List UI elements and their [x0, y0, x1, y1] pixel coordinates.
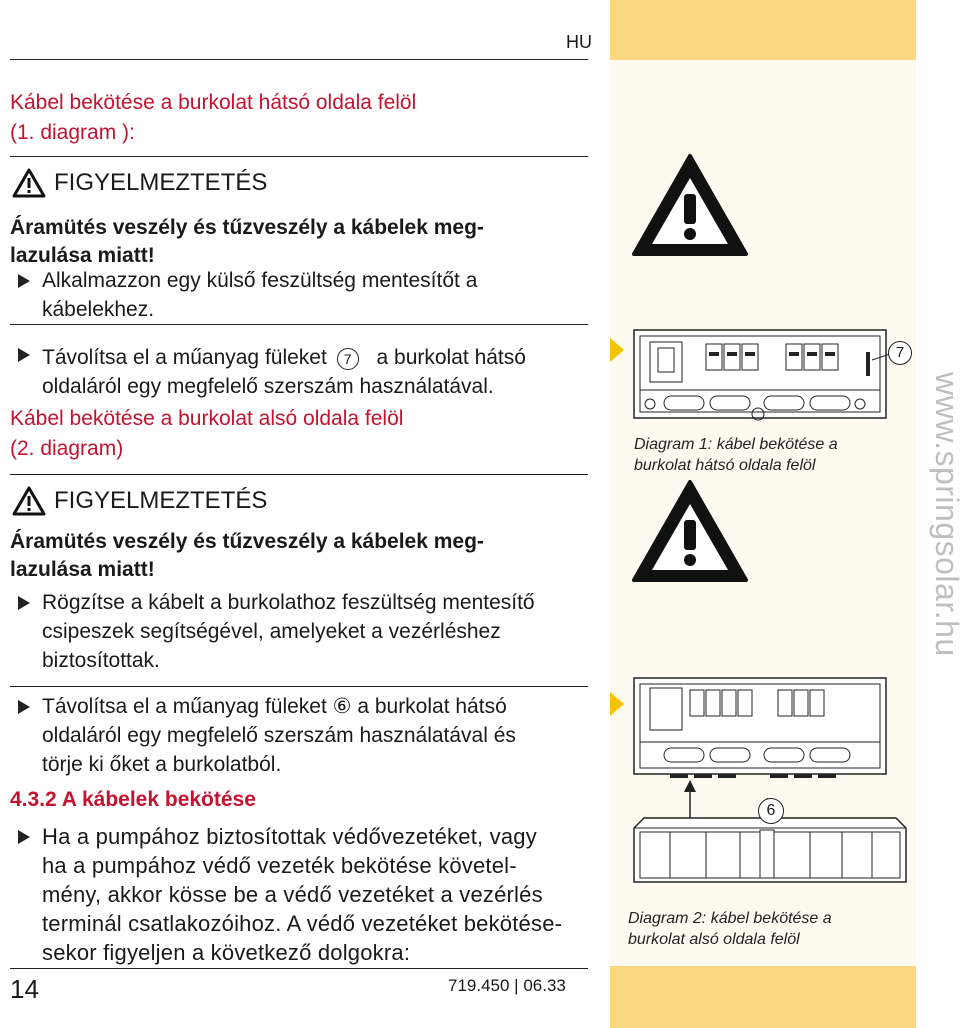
- section2-heading-line2: (2. diagram): [10, 437, 124, 460]
- caption-line: burkolat alsó oldala felöl: [628, 931, 800, 948]
- bullet-text: a burkolat hátsó: [376, 346, 526, 369]
- bullet-text-line: Ha a pumpához biztosítottak védővezetéket, vagy: [42, 824, 537, 849]
- language-code: HU: [566, 32, 592, 52]
- watermark: www.springsolar.hu: [929, 372, 965, 657]
- warning-text-line: Áramütés veszély és tűzveszély a kábelek meg-: [10, 216, 484, 239]
- sidebar-top-band: [610, 0, 916, 60]
- section2-heading-line1: Kábel bekötése a burkolat alsó oldala felöl: [10, 407, 404, 430]
- large-warning-icon: [630, 478, 750, 584]
- section1-heading-line1: Kábel bekötése a burkolat hátsó oldala felöl: [10, 91, 417, 114]
- section3-bullet: [10, 822, 562, 967]
- marker-number: 7: [337, 348, 359, 370]
- section1-bullet2: [10, 340, 526, 401]
- section1-warning-text: [10, 214, 484, 270]
- section1-warning-header: [12, 168, 267, 198]
- section2-bullet2: [10, 692, 516, 779]
- page-number: 14: [10, 974, 39, 1004]
- bullet-text-line: csipeszek segítségével, amelyeket a vezérléshez: [42, 620, 501, 643]
- bullet-text-line: ha a pumpához védő vezeték bekötése követel-: [42, 853, 517, 878]
- footer-rule: [10, 968, 588, 969]
- diagram2-marker: 6: [758, 798, 784, 824]
- diagram1-marker: 7: [888, 341, 912, 365]
- bullet-text-line: oldaláról egy megfelelő szerszám használatával.: [42, 375, 494, 398]
- sidebar-bottom-band: [610, 966, 916, 1028]
- section3-heading: 4.3.2 A kábelek bekötése: [10, 788, 256, 811]
- bullet-text-line: mény, akkor kösse be a védő vezetéket a vezérlés: [42, 882, 543, 907]
- section1-bullet1: [10, 266, 477, 324]
- bullet-text-line: Távolítsa el a műanyag füleket ⑥ a burkolat hátsó: [42, 695, 507, 718]
- section2-rule2: [10, 686, 588, 687]
- warning-text-line: lazulása miatt!: [10, 558, 155, 581]
- warning-icon: [12, 486, 46, 516]
- bullet-text-line: sekor figyeljen a következő dolgokra:: [42, 940, 411, 965]
- section2-warning-header: [12, 486, 267, 516]
- diagram2-caption: [628, 908, 832, 950]
- warning-text-line: Áramütés veszély és tűzveszély a kábelek meg-: [10, 530, 484, 553]
- section1-heading-line2: (1. diagram ):: [10, 121, 135, 144]
- marker-circle: [333, 340, 371, 367]
- bullet-text-line: oldaláról egy megfelelő szerszám használatával és: [42, 724, 516, 747]
- caption-line: Diagram 2: kábel bekötése a: [628, 910, 832, 927]
- diagram1-housing-rear: [610, 318, 916, 430]
- bullet-text-line: Alkalmazzon egy külső feszültség mentesítőt a: [42, 269, 478, 292]
- section2-rule: [10, 474, 588, 475]
- bullet-text-line: biztosítottak.: [42, 649, 160, 672]
- section2-heading: [10, 404, 403, 464]
- section1-rule2: [10, 324, 588, 325]
- bullet-text-line: terminál csatlakozóihoz. A védő vezetéket bekötése-: [42, 911, 563, 936]
- warning-text-line: lazulása miatt!: [10, 244, 155, 267]
- bullet-text: Távolítsa el a műanyag füleket: [42, 346, 327, 369]
- section2-warning-text: [10, 528, 484, 584]
- document-code: 719.450 | 06.33: [448, 976, 566, 995]
- bullet-text-line: törje ki őket a burkolatból.: [42, 753, 282, 776]
- bullet-text-line: kábelekhez.: [42, 298, 155, 321]
- bullet-text-line: [42, 340, 526, 372]
- section2-bullet1: [10, 588, 535, 675]
- diagram1-caption: [634, 434, 838, 476]
- caption-line: Diagram 1: kábel bekötése a: [634, 436, 838, 453]
- section1-rule: [10, 156, 588, 157]
- warning-icon: [12, 168, 46, 198]
- bullet-text-line: Rögzítse a kábelt a burkolathoz feszültség mentesítő: [42, 591, 535, 614]
- large-warning-icon: [630, 152, 750, 258]
- section1-heading: [10, 88, 416, 148]
- diagram2-housing-bottom: [610, 668, 916, 902]
- header-rule: [10, 59, 588, 60]
- caption-line: burkolat hátsó oldala felöl: [634, 457, 816, 474]
- warning-title: FIGYELMEZTETÉS: [54, 169, 268, 196]
- warning-title: FIGYELMEZTETÉS: [54, 487, 268, 514]
